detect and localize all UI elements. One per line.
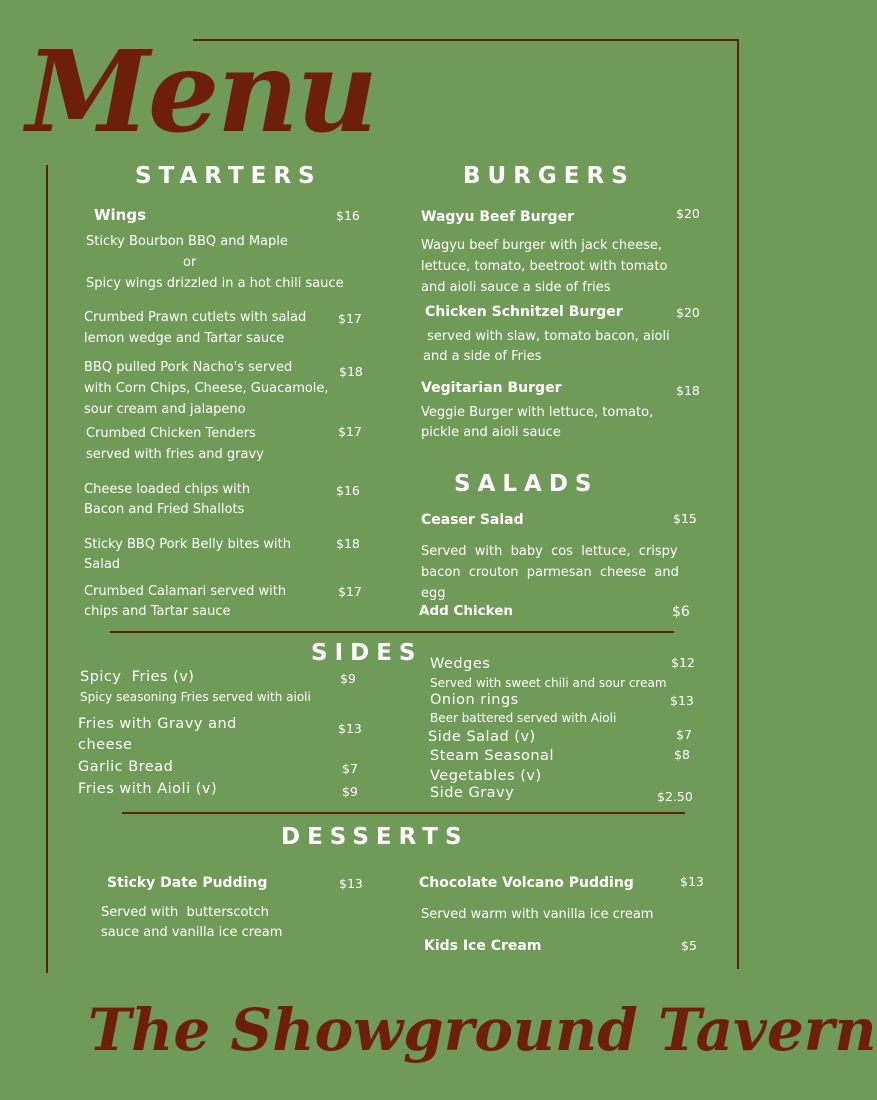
side-name: cheese (78, 737, 133, 753)
starter-desc: sour cream and jalapeno (84, 402, 246, 417)
footer-tavern-name: The Showground Tavern (88, 996, 877, 1064)
starter-desc: BBQ pulled Pork Nacho's served (84, 360, 293, 375)
burger-price: $20 (676, 305, 700, 320)
dessert-price: $13 (680, 874, 704, 889)
starter-desc: Bacon and Fried Shallots (84, 502, 245, 517)
burger-desc: Wagyu beef burger with jack cheese, (421, 238, 662, 253)
dessert-price: $13 (339, 876, 363, 891)
dessert-desc: sauce and vanilla ice cream (101, 925, 283, 940)
burger-name: Chicken Schnitzel Burger (425, 304, 623, 320)
starter-desc: or (183, 255, 197, 270)
starter-price: $18 (336, 536, 360, 551)
starter-desc: Cheese loaded chips with (84, 482, 251, 497)
starter-desc: Crumbed Calamari served with (84, 584, 287, 599)
salad-addon-name: Add Chicken (419, 603, 514, 619)
starter-desc: Sticky Bourbon BBQ and Maple (86, 234, 288, 249)
side-price: $7 (676, 727, 692, 742)
burger-desc: Veggie Burger with lettuce, tomato, (421, 405, 654, 420)
starters-heading: STARTERS (135, 163, 322, 189)
side-name: Spicy Fries (v) (80, 669, 195, 685)
dessert-name: Sticky Date Pudding (107, 875, 268, 891)
burger-price: $20 (676, 206, 700, 221)
burger-desc: and aioli sauce a side of fries (421, 280, 611, 295)
frame-left-line (46, 165, 48, 973)
burger-name: Vegitarian Burger (421, 380, 562, 396)
dessert-desc: Served warm with vanilla ice cream (421, 907, 654, 922)
side-name: Side Salad (v) (428, 729, 536, 745)
burger-name: Wagyu Beef Burger (421, 209, 574, 225)
dessert-desc: Served with butterscotch (101, 905, 269, 920)
salad-desc: egg (421, 586, 446, 601)
side-name: Onion rings (430, 692, 519, 708)
frame-right-line (737, 39, 739, 969)
side-sub: Beer battered served with Aioli (430, 711, 617, 725)
dessert-name: Kids Ice Cream (424, 938, 542, 954)
side-name: Steam Seasonal (430, 748, 554, 764)
salad-price: $15 (673, 511, 697, 526)
side-price: $9 (342, 784, 358, 799)
salad-name: Ceaser Salad (421, 512, 524, 528)
side-price: $9 (340, 671, 356, 686)
starter-desc: lemon wedge and Tartar sauce (84, 331, 285, 346)
starter-desc: Crumbed Prawn cutlets with salad (84, 310, 307, 325)
burger-price: $18 (676, 383, 700, 398)
side-sub: Spicy seasoning Fries served with aioli (80, 690, 311, 704)
side-name: Fries with Aioli (v) (78, 781, 218, 797)
starter-desc: chips and Tartar sauce (84, 604, 231, 619)
divider-desserts (122, 812, 685, 814)
side-price: $2.50 (657, 789, 693, 804)
side-name: Vegetables (v) (430, 768, 542, 784)
dessert-name: Chocolate Volcano Pudding (419, 875, 634, 891)
starter-price: $18 (339, 364, 363, 379)
menu-title: Menu (26, 27, 377, 158)
salad-desc: bacon crouton parmesan cheese and (421, 565, 679, 580)
side-name: Side Gravy (430, 785, 515, 801)
burger-desc: served with slaw, tomato bacon, aioli (423, 329, 670, 344)
side-name: Garlic Bread (78, 759, 174, 775)
desserts-heading: DESSERTS (281, 824, 469, 850)
starter-desc: served with fries and gravy (86, 447, 264, 462)
salads-heading: SALADS (454, 471, 599, 497)
starter-desc: with Corn Chips, Cheese, Guacamole, (84, 381, 329, 396)
salad-desc: Served with baby cos lettuce, crispy (421, 544, 678, 559)
sides-heading: SIDES (311, 640, 423, 666)
starter-price: $17 (338, 311, 362, 326)
dessert-price: $5 (681, 938, 697, 953)
side-price: $8 (674, 747, 690, 762)
starter-price: $17 (338, 584, 362, 599)
starter-desc: Salad (84, 557, 121, 572)
side-sub: Served with sweet chili and sour cream (430, 676, 667, 690)
burger-desc: lettuce, tomato, beetroot with tomato (421, 259, 668, 274)
divider-sides (110, 631, 674, 633)
salad-addon-price: $6 (672, 604, 690, 620)
side-price: $13 (338, 721, 362, 736)
starter-name-wings: Wings (94, 206, 147, 224)
starter-price: $16 (336, 483, 360, 498)
starter-price: $17 (338, 424, 362, 439)
burgers-heading: BURGERS (463, 163, 635, 189)
burger-desc: and a side of Fries (423, 349, 542, 364)
starter-desc: Spicy wings drizzled in a hot chili sauce (86, 276, 344, 291)
side-name: Fries with Gravy and (78, 716, 237, 732)
starter-desc: Crumbed Chicken Tenders (86, 426, 256, 441)
side-price: $13 (670, 693, 694, 708)
burger-desc: pickle and aioli sauce (421, 425, 561, 440)
starter-price: $16 (336, 208, 360, 223)
side-price: $7 (342, 761, 358, 776)
side-name: Wedges (430, 656, 491, 672)
starter-desc: Sticky BBQ Pork Belly bites with (84, 537, 291, 552)
side-price: $12 (671, 655, 695, 670)
